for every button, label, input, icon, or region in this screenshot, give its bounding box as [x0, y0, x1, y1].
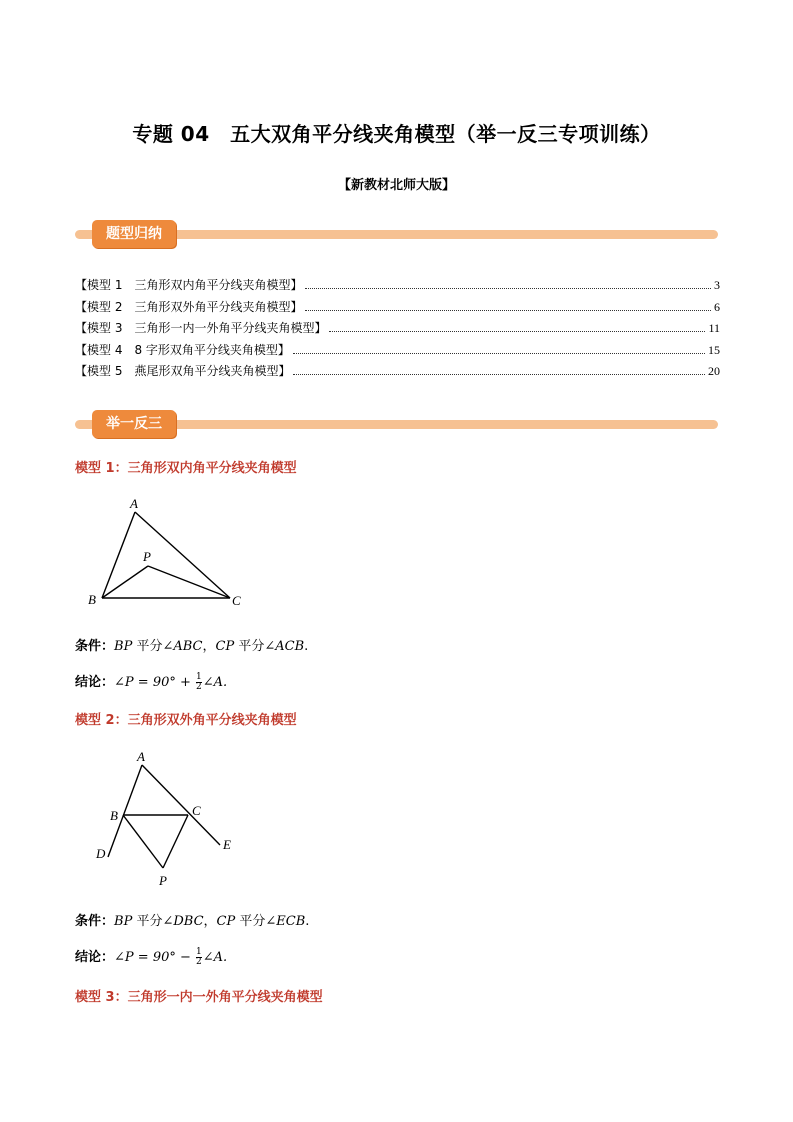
model-1-heading: 模型 1：三角形双内角平分线夹角模型: [75, 461, 297, 476]
fraction: [196, 673, 202, 692]
toc-item-page: 6: [714, 299, 720, 314]
vertex-label-c: C: [232, 593, 241, 608]
toc-leader: [329, 321, 705, 332]
vertex-label-c: C: [192, 803, 201, 818]
condition-label: 条件：: [75, 639, 115, 654]
vertex-label-b: B: [110, 808, 118, 823]
plain-text: 平分∠: [235, 914, 277, 929]
model-2-figure: [85, 745, 255, 895]
toc-item[interactable]: [75, 298, 720, 320]
segment-cp: [148, 566, 230, 598]
conclusion-label: 结论：: [75, 675, 115, 690]
segment-bp: [123, 815, 163, 868]
fraction: [196, 948, 202, 967]
vertex-label-e: E: [223, 837, 231, 852]
math-text: ∠P = 90° −: [114, 950, 196, 965]
math-text: BP: [114, 639, 133, 654]
toc-item-label: 【模型 2 三角形双外角平分线夹角模型】: [75, 299, 303, 314]
toc-item[interactable]: [75, 319, 720, 341]
vertex-label-p: P: [143, 549, 151, 564]
section-tag-summary: 题型归纳: [92, 220, 176, 248]
math-text: BP: [114, 914, 133, 929]
fraction-numerator: 1: [196, 947, 202, 957]
vertex-label-a: A: [130, 496, 138, 511]
model-1-conclusion: [75, 671, 227, 692]
model-1-figure: [80, 492, 260, 612]
section-tag-examples: 举一反三: [92, 410, 176, 438]
toc-item-label: 【模型 1 三角形双内角平分线夹角模型】: [75, 278, 303, 292]
segment-bp: [102, 566, 148, 598]
condition-label: 条件：: [75, 914, 115, 929]
model-2-conclusion: [75, 946, 227, 967]
toc-item-page: 11: [708, 321, 720, 335]
plain-text: .: [304, 639, 309, 654]
math-text: ABC: [173, 639, 203, 654]
toc-item-label: 【模型 3 三角形一内一外角平分线夹角模型】: [75, 321, 327, 335]
model-1-condition: [75, 635, 308, 654]
fraction-numerator: 1: [196, 672, 202, 682]
model-3-heading: 模型 3：三角形一内一外角平分线夹角模型: [75, 990, 323, 1005]
plain-text: ，: [203, 914, 217, 929]
toc-item-page: 3: [714, 278, 720, 292]
math-text: CP: [215, 639, 235, 654]
math-text: ECB: [276, 914, 306, 929]
toc-leader: [305, 300, 711, 311]
toc-leader: [293, 343, 705, 354]
math-text: DBC: [173, 914, 204, 929]
model-2-condition: [75, 910, 309, 929]
table-of-contents: [75, 276, 720, 384]
vertex-label-b: B: [88, 592, 96, 607]
plain-text: 平分∠: [132, 914, 174, 929]
toc-leader: [305, 278, 711, 289]
toc-leader: [293, 364, 705, 375]
edition-subtitle: 【新教材北师大版】: [337, 178, 455, 193]
vertex-label-d: D: [96, 846, 106, 861]
math-text: ACB: [275, 639, 305, 654]
math-text: ∠A.: [202, 950, 228, 965]
math-text: ∠P = 90° +: [114, 675, 196, 690]
toc-item-page: 20: [708, 364, 720, 378]
fraction-denominator: 2: [196, 682, 202, 692]
toc-item[interactable]: [75, 341, 720, 363]
vertex-label-a: A: [137, 749, 145, 764]
fraction-denominator: 2: [196, 957, 202, 967]
plain-text: ，: [202, 639, 216, 654]
math-text: ∠A.: [202, 675, 228, 690]
toc-item[interactable]: [75, 362, 720, 384]
plain-text: .: [305, 914, 310, 929]
document-title: 专题 04 五大双角平分线夹角模型（举一反三专项训练）: [132, 122, 661, 146]
line-ae: [142, 765, 220, 845]
segment-cp: [163, 815, 188, 868]
plain-text: 平分∠: [132, 639, 174, 654]
conclusion-label: 结论：: [75, 950, 115, 965]
toc-item-page: 15: [708, 342, 720, 357]
vertex-label-p: P: [159, 873, 167, 888]
segment-ab: [102, 512, 135, 598]
toc-item[interactable]: [75, 276, 720, 298]
plain-text: 平分∠: [234, 639, 276, 654]
toc-item-label: 【模型 4 8 字形双角平分线夹角模型】: [75, 342, 290, 357]
model-2-heading: 模型 2：三角形双外角平分线夹角模型: [75, 713, 297, 728]
math-text: CP: [216, 914, 236, 929]
toc-item-label: 【模型 5 燕尾形双角平分线夹角模型】: [75, 364, 291, 378]
